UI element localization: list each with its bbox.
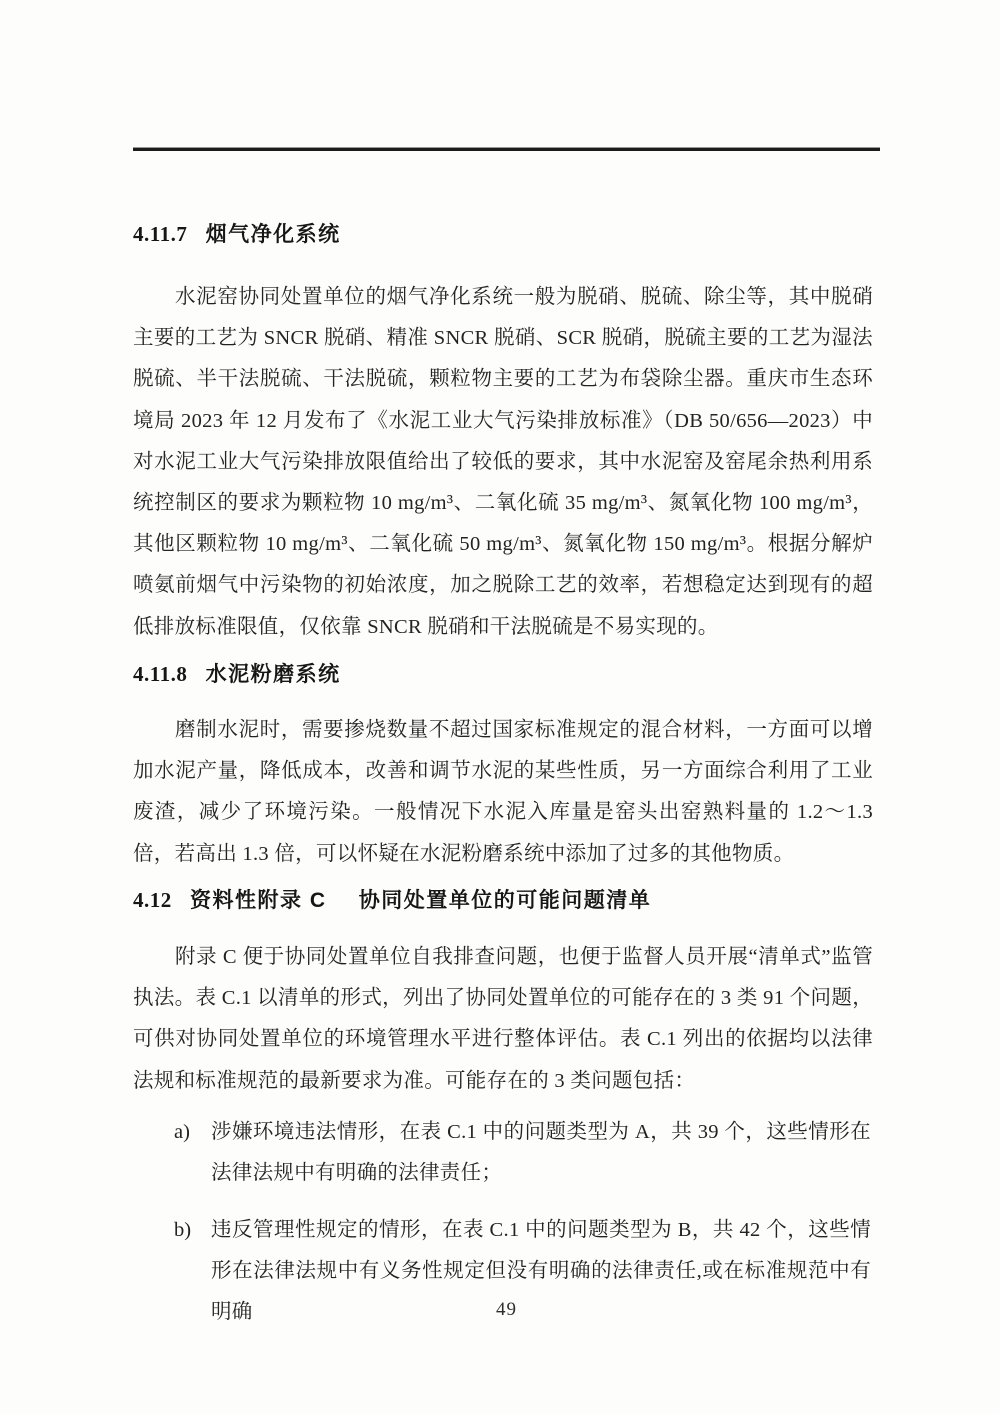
section-heading-4-11-8	[133, 660, 341, 689]
section-title: 水泥粉磨系统	[205, 663, 341, 686]
section-number: 4.12	[133, 888, 172, 912]
list-item-label: a)	[174, 1121, 190, 1143]
section-title: 烟气净化系统	[205, 223, 341, 246]
list-item-text: 涉嫌环境违法情形，在表 C.1 中的问题类型为 A，共 39 个，这些情形在法律法规中有明确的法律责任；	[211, 1121, 871, 1185]
header-rule	[133, 147, 880, 151]
paragraph-cement-grinding: 磨制水泥时，需要掺烧数量不超过国家标准规定的混合材料，一方面可以增加水泥产量，降低成本，改善和调节水泥的某些性质，另一方面综合利用了工业废渣，减少了环境污染。一般情况下水泥入库量是窑头出窑熟料量的 1.2～1.3 倍，若高出 1.3 倍，可以怀疑在水泥粉磨系统中添加了过多的其他物质。	[133, 719, 873, 865]
page-number: 49	[496, 1299, 517, 1320]
paragraph-appendix-c-intro: 附录 C 便于协同处置单位自我排查问题，也便于监督人员开展“清单式”监管执法。表 C.1 以清单的形式，列出了协同处置单位的可能存在的 3 类 91 个问题，可供对协同处置单位的环境管理水平进行整体评估。表 C.1 列出的依据均以法律法规和标准规范的最新要求为准。可能存在的 3 类问题包括：	[133, 946, 873, 1092]
list-item-text: 违反管理性规定的情形，在表 C.1 中的问题类型为 B，共 42 个，这些情形在法律法规中有义务性规定但没有明确的法律责任,或在标准规范中有明确	[211, 1219, 871, 1324]
section-heading-4-12	[133, 886, 651, 915]
paragraph-flue-gas-purification: 水泥窑协同处置单位的烟气净化系统一般为脱硝、脱硫、除尘等，其中脱硝主要的工艺为 SNCR 脱硝、精准 SNCR 脱硝、SCR 脱硝，脱硫主要的工艺为湿法脱硫、半干法脱硫、干法脱硫，颗粒物主要的工艺为布袋除尘器。重庆市生态环境局 2023 年 12 月发布了《水泥工业大气污染排放标准》（DB 50/656—2023）中对水泥工业大气污染排放限值给出了较低的要求，其中水泥窑及窑尾余热利用系统控制区的要求为颗粒物 10 mg/m³、二氧化硫 35 mg/m³、氮氧化物 100 mg/m³，其他区颗粒物 10 mg/m³、二氧化硫 50 mg/m³、氮氧化物 150 mg/m³。根据分解炉喷氨前烟气中污染物的初始浓度，加之脱除工艺的效率，若想稳定达到现有的超低排放标准限值，仅依靠 SNCR 脱硝和干法脱硫是不易实现的。	[133, 286, 873, 638]
list-item-label: b)	[174, 1219, 192, 1241]
section-title: 协同处置单位的可能问题清单	[358, 889, 652, 912]
list-item-a	[174, 1112, 871, 1194]
section-title-appendix: 资料性附录 C	[190, 889, 327, 912]
section-heading-4-11-7	[133, 220, 341, 249]
section-number: 4.11.8	[133, 662, 188, 686]
section-number: 4.11.7	[133, 222, 188, 246]
